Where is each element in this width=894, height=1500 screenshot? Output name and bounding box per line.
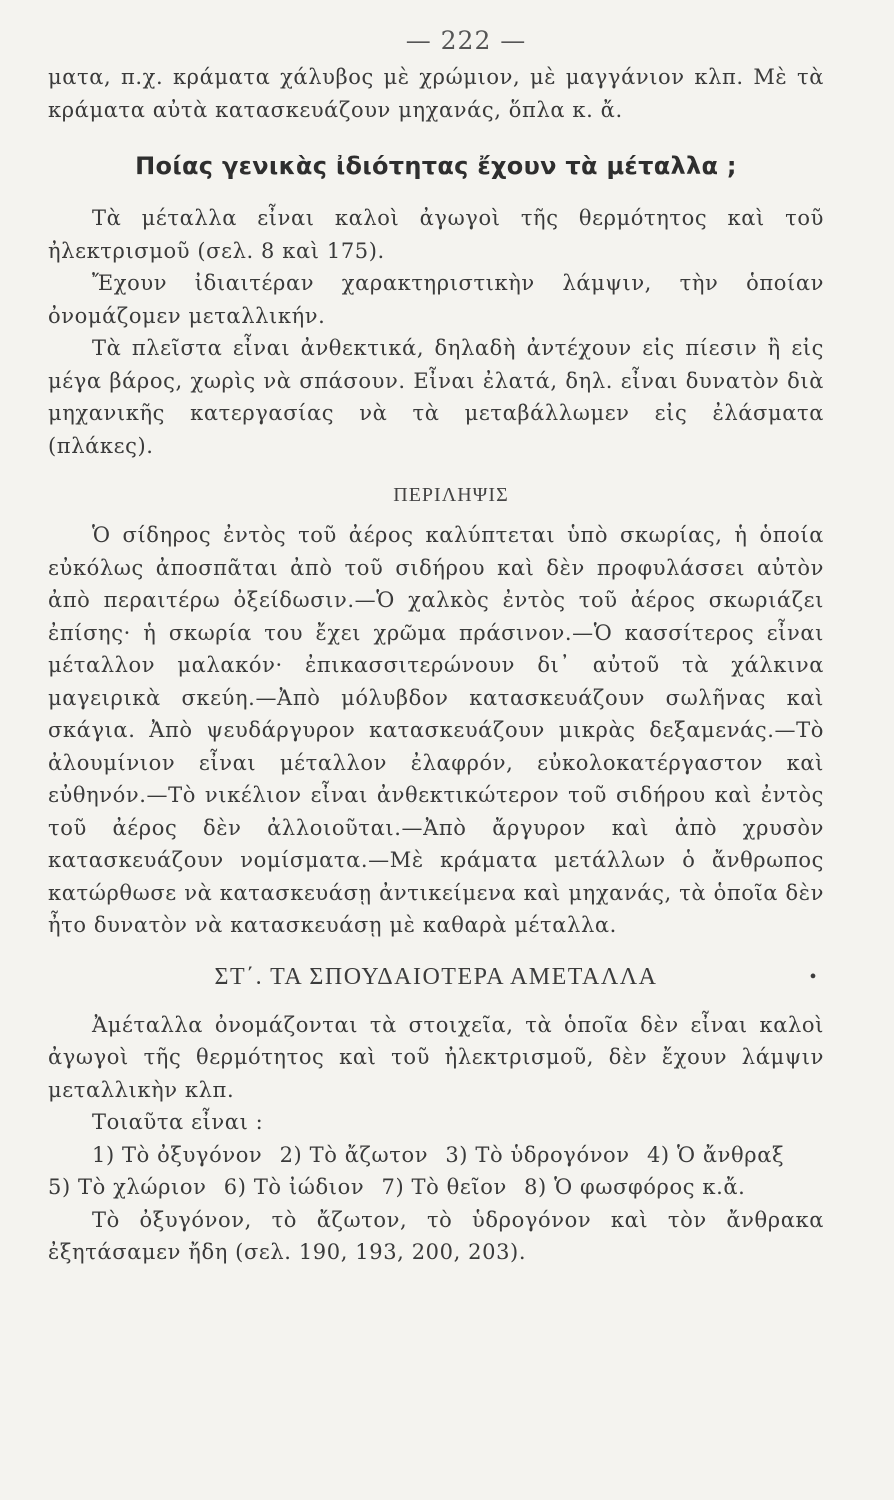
summary-heading: ΠΕΡΙΛΗΨΙΣ (393, 484, 509, 506)
chapter-heading (48, 964, 824, 991)
closing-paragraph: Τὸ ὀξυγόνον, τὸ ἄζωτον, τὸ ὑδρογόνον καὶ τὸν ἄνθρακα ἐξητάσαμεν ἤδη (σελ. 190, 193, 200, 203). (48, 1207, 824, 1264)
properties-paragraph: Ἔχουν ἰδιαιτέραν χαρακτηριστικὴν λάμψιν, τὴν ὁποίαν ὀνομάζομεν μεταλλικήν. (48, 271, 824, 328)
list-item: 2) Τὸ ἄζωτον (279, 1142, 429, 1167)
properties-paragraph: Τὰ μέταλλα εἶναι καλοὶ ἀγωγοὶ τῆς θερμότητος καὶ τοῦ ἠλεκτρισμοῦ (σελ. 8 καὶ 175). (48, 206, 824, 263)
nonmetals-list-line (48, 1139, 824, 1172)
list-item: 7) Τὸ θεῖον (381, 1175, 507, 1199)
summary-paragraph: Ὁ σίδηρος ἐντὸς τοῦ ἀέρος καλύπτεται ὑπὸ σκωρίας, ἡ ὁποία εὐκόλως ἀποσπᾶται ἀπὸ τοῦ σιδήρου καὶ δὲν προφυλάσσει αὐτὸν ἀπὸ περαιτέρω ὀξείδωσιν.—Ὁ χαλκὸς ἐντὸς τοῦ ἀέρος σκωριάζει ἐπίσης· ἡ σκωρία του ἔχει χρῶμα πράσινον.—Ὁ κασσίτερος εἶναι μέταλλον μαλακόν· ἐπικασσιτερώνουν δι᾽ αὐτοῦ τὰ χάλκινα μαγειρικὰ σκεύη.—Ἀπὸ μόλυβδον κατασκευάζουν σωλῆνας καὶ σκάγια. Ἀπὸ ψευδάργυρον κατασκευάζουν μικρὰς δεξαμενάς.—Τὸ ἀλουμίνιον εἶναι μέταλλον ἐλαφρόν, εὐκολοκατέργαστον καὶ εὐθηνόν.—Τὸ νικέλιον εἶναι ἀνθεκτικώτερον τοῦ σιδήρου καὶ ἐντὸς τοῦ ἀέρος δὲν ἀλλοιοῦται.—Ἀπὸ ἄργυρον καὶ ἀπὸ χρυσὸν κατασκευάζουν νομίσματα.—Μὲ κράματα μετάλλων ὁ ἄνθρωπος κατώρθωσε νὰ κατασκευάσῃ ἀντικείμενα καὶ μηχανάς, τὰ ὁποῖα δὲν ἦτο δυνατὸν νὰ κατασκευάσῃ μὲ καθαρὰ μέταλλα. (48, 523, 824, 937)
nonmetals-list-line (48, 1171, 824, 1204)
chapter-title: ΣΤ΄. ΤΑ ΣΠΟΥΔΑΙΟΤΕΡΑ ΑΜΕΤΑΛΛΑ (214, 963, 658, 990)
list-item: 3) Τὸ ὑδρογόνον (445, 1142, 630, 1167)
list-item: 6) Τὸ ἰώδιον (223, 1175, 365, 1199)
intro-paragraph: ματα, π.χ. κράματα χάλυβος μὲ χρώμιον, μὲ μαγγάνιον κλπ. Μὲ τὰ κράματα αὐτὰ κατασκευάζουν μηχανάς, ὅπλα κ. ἄ. (48, 65, 824, 122)
list-item: 1) Τὸ ὀξυγόνον (92, 1142, 263, 1167)
chapter-mark: • (809, 965, 818, 988)
page-number: — 222 — (405, 26, 527, 55)
list-item: 5) Τὸ χλώριον (48, 1175, 207, 1199)
properties-paragraph: Τὰ πλεῖστα εἶναι ἀνθεκτικά, δηλαδὴ ἀντέχουν εἰς πίεσιν ἢ εἰς μέγα βάρος, χωρὶς νὰ σπάσουν. Εἶναι ἐλατά, δηλ. εἶναι δυνατὸν διὰ μηχανικῆς κατεργασίας νὰ τὰ μεταβάλλωμεν εἰς ἐλάσματα (πλάκες). (48, 336, 824, 458)
section-heading: Ποίας γενικὰς ἰδιότητας ἔχουν τὰ μέταλλα ; (135, 152, 737, 180)
list-intro: Τοιαῦτα εἶναι : (92, 1110, 264, 1134)
list-item: 8) Ὁ φωσφόρος κ.ἄ. (524, 1175, 746, 1199)
list-item: 4) Ὁ ἄνθραξ (646, 1142, 785, 1167)
nonmetals-paragraph: Ἀμέταλλα ὀνομάζονται τὰ στοιχεῖα, τὰ ὁποῖα δὲν εἶναι καλοὶ ἀγωγοὶ τῆς θερμότητος καὶ τοῦ ἠλεκτρισμοῦ, δὲν ἔχουν λάμψιν μεταλλικὴν κλπ. (48, 1012, 824, 1102)
